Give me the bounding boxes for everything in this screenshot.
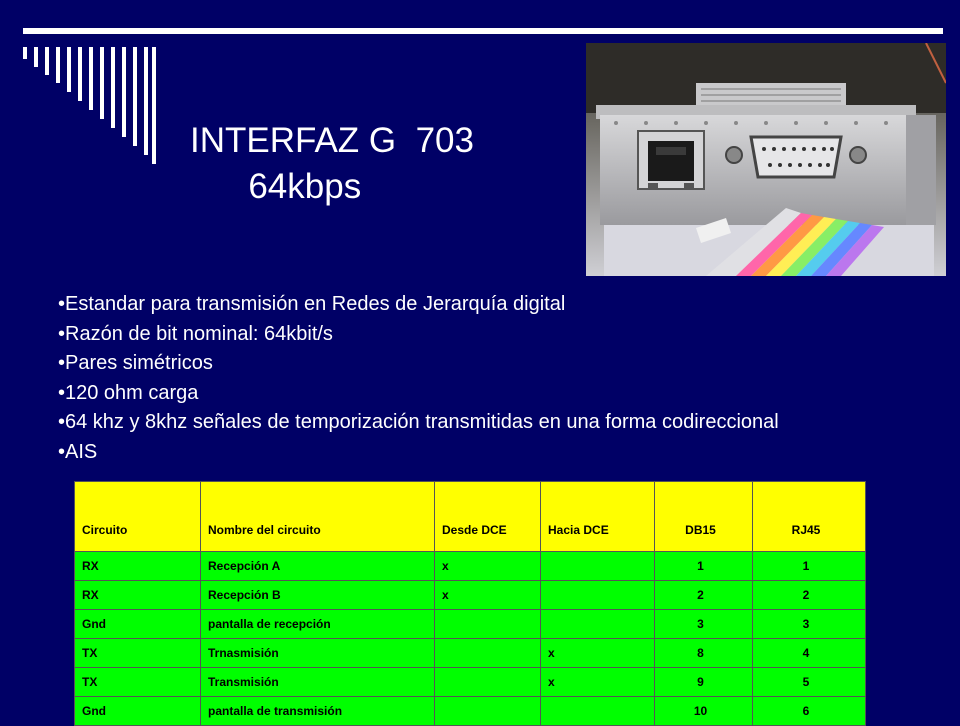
- table-cell: 1: [655, 552, 753, 581]
- slide-title: [190, 118, 474, 210]
- table-row: [75, 668, 866, 697]
- decorative-top-line: [23, 28, 943, 34]
- table-cell: 8: [655, 639, 753, 668]
- table-cell: x: [435, 552, 541, 581]
- table-cell: [541, 610, 655, 639]
- table-row: [75, 639, 866, 668]
- table-cell: [541, 552, 655, 581]
- table-cell: Recepción B: [201, 581, 435, 610]
- table-cell: 2: [655, 581, 753, 610]
- table-cell: Recepción A: [201, 552, 435, 581]
- header-cell: Circuito: [75, 482, 201, 552]
- table-cell: 9: [655, 668, 753, 697]
- table-cell: x: [541, 639, 655, 668]
- list-item: •64 khz y 8khz señales de temporización transmitidas en una forma codireccional: [58, 411, 779, 434]
- feature-list: [58, 290, 779, 468]
- title-line-1: INTERFAZ G 703: [190, 121, 474, 160]
- table-cell: Trnasmisión: [201, 639, 435, 668]
- table-cell: [435, 639, 541, 668]
- table-cell: Gnd: [75, 697, 201, 726]
- title-line-2: 64kbps: [190, 167, 362, 206]
- table-cell: [541, 697, 655, 726]
- table-row: [75, 581, 866, 610]
- table-cell: 6: [753, 697, 866, 726]
- table-cell: [435, 697, 541, 726]
- list-item: •AIS: [58, 440, 98, 463]
- table-cell: pantalla de recepción: [201, 610, 435, 639]
- pinout-table: [74, 481, 866, 726]
- table-cell: RX: [75, 552, 201, 581]
- g703-interface-card-photo: [586, 43, 946, 276]
- table-cell: [435, 610, 541, 639]
- header-cell: DB15: [655, 482, 753, 552]
- table-row: [75, 697, 866, 726]
- table-cell: pantalla de transmisión: [201, 697, 435, 726]
- list-item: •120 ohm carga: [58, 381, 199, 404]
- list-item: •Razón de bit nominal: 64kbit/s: [58, 322, 333, 345]
- table-header-row: [75, 482, 866, 552]
- table-cell: 5: [753, 668, 866, 697]
- table-cell: x: [435, 581, 541, 610]
- table-row: [75, 610, 866, 639]
- table-cell: Gnd: [75, 610, 201, 639]
- table-cell: 2: [753, 581, 866, 610]
- table-cell: 3: [753, 610, 866, 639]
- table-cell: TX: [75, 639, 201, 668]
- table-cell: x: [541, 668, 655, 697]
- table-cell: [435, 668, 541, 697]
- table-cell: 10: [655, 697, 753, 726]
- table-cell: [541, 581, 655, 610]
- table-cell: 3: [655, 610, 753, 639]
- table-cell: Transmisión: [201, 668, 435, 697]
- table-row: [75, 552, 866, 581]
- header-cell: Desde DCE: [435, 482, 541, 552]
- list-item: •Estandar para transmisión en Redes de Jerarquía digital: [58, 293, 566, 315]
- table-cell: TX: [75, 668, 201, 697]
- list-item: •Pares simétricos: [58, 352, 213, 375]
- header-cell: Hacia DCE: [541, 482, 655, 552]
- table-cell: RX: [75, 581, 201, 610]
- table-cell: 4: [753, 639, 866, 668]
- table-cell: 1: [753, 552, 866, 581]
- header-cell: RJ45: [753, 482, 866, 552]
- header-cell: Nombre del circuito: [201, 482, 435, 552]
